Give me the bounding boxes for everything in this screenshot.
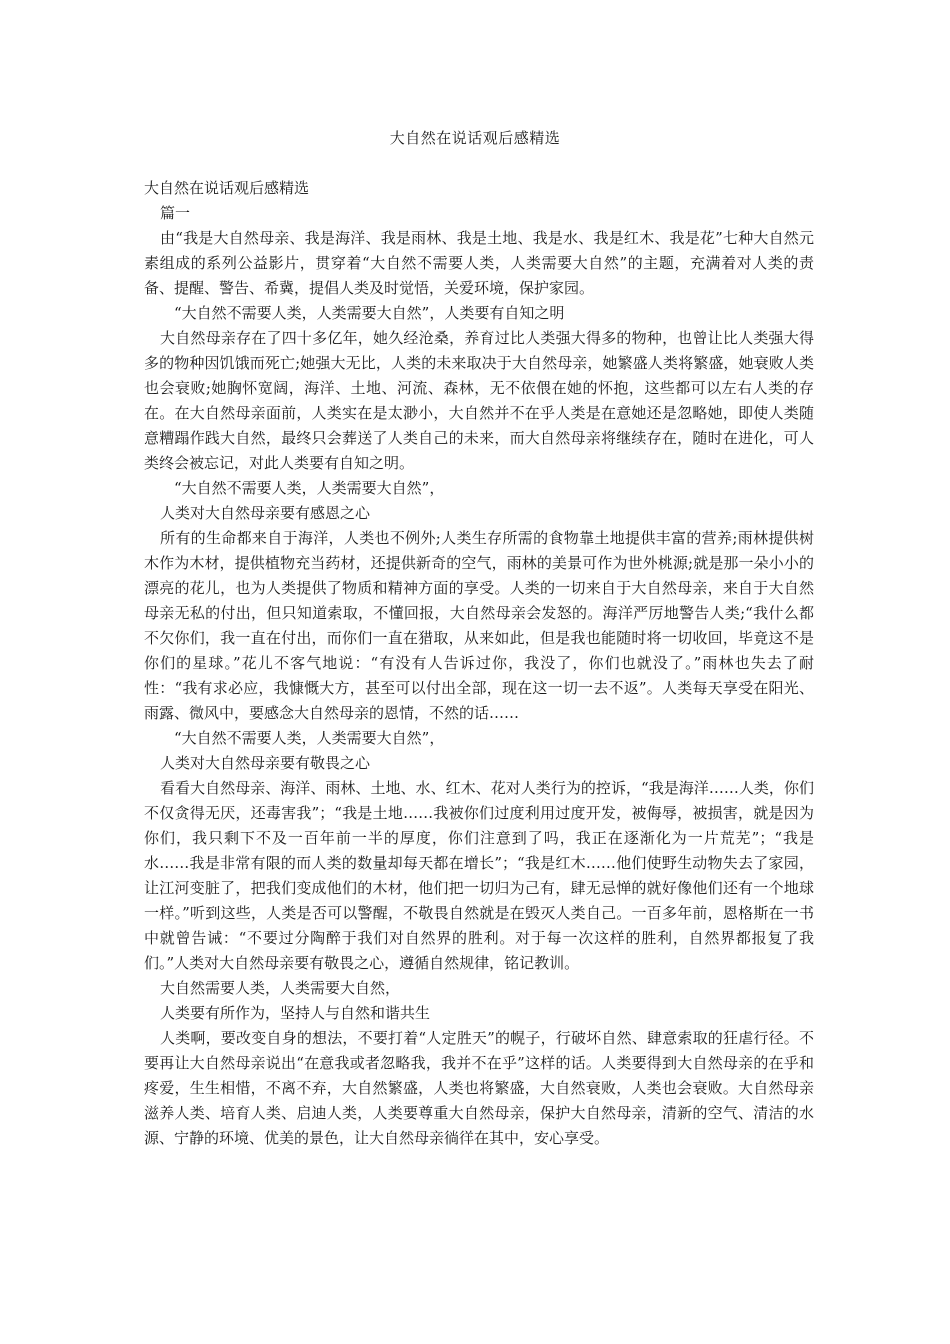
section-heading: 人类要有所作为，坚持人与自然和谐共生 bbox=[160, 1004, 431, 1022]
quote-heading: “大自然不需要人类，人类需要大自然”， bbox=[174, 729, 445, 747]
section-heading: 篇一 bbox=[160, 204, 191, 222]
section-heading: 大自然需要人类，人类需要大自然， bbox=[160, 979, 401, 997]
document-title: 大自然在说话观后感精选 bbox=[389, 129, 561, 147]
document-subtitle: 大自然在说话观后感精选 bbox=[144, 179, 310, 197]
body-paragraph: 人类啊，要改变自身的想法，不要打着“人定胜天”的幌子，行破坏自然、肆意索取的狂虐行径。不要再让大自然母亲说出“在意我或者忽略我，我并不在乎”这样的话。人类要得到大自然母亲的在乎和疼爱，生生相惜，不离不弃，大自然繁盛，人类也将繁盛，大自然衰败，人类也会衰败。大自然母亲滋养人类、培育人类、启迪人类，人类要尊重大自然母亲，保护大自然母亲，清新的空气、清洁的水源、宁静的环境、优美的景色，让大自然母亲徜徉在其中，安心享受。 bbox=[144, 1029, 814, 1147]
document-body bbox=[144, 176, 814, 1151]
body-paragraph: 大自然母亲存在了四十多亿年，她久经沧桑，养育过比人类强大得多的物种，也曾让比人类强大得多的物种因饥饿而死亡;她强大无比，人类的未来取决于大自然母亲，她繁盛人类将繁盛，她衰败人类也会衰败;她胸怀宽阔，海洋、土地、河流、森林，无不依偎在她的怀抱，这些都可以左右人类的存在。在大自然母亲面前，人类实在是太渺小，大自然并不在乎人类是在意她还是忽略她，即使人类随意糟蹋作践大自然，最终只会葬送了人类自己的未来，而大自然母亲将继续存在，随时在进化，可人类终会被忘记，对此人类要有自知之明。 bbox=[144, 329, 814, 472]
section-heading: 人类对大自然母亲要有敬畏之心 bbox=[160, 754, 371, 772]
body-paragraph: 看看大自然母亲、海洋、雨林、土地、水、红木、花对人类行为的控诉，“我是海洋……人类，你们不仅贪得无厌，还毒害我”；“我是土地……我被你们过度利用过度开发，被侮辱，被损害，就是因为你们，我只剩下不及一百年前一半的厚度，你们注意到了吗，我正在逐渐化为一片荒芜”；“我是水……我是非常有限的而人类的数量却每天都在增长”；“我是红木……他们使野生动物失去了家园，让江河变脏了，把我们变成他们的木材，他们把一切归为己有，肆无忌惮的就好像他们还有一个地球一样。”听到这些，人类是否可以警醒，不敬畏自然就是在毁灭人类自己。一百多年前，恩格斯在一书中就曾告诫：“不要过分陶醉于我们对自然界的胜利。对于每一次这样的胜利，自然界都报复了我们。”人类对大自然母亲要有敬畏之心，遵循自然规律，铭记教训。 bbox=[144, 779, 814, 972]
section-heading: 人类对大自然母亲要有感恩之心 bbox=[160, 504, 371, 522]
quote-heading: “大自然不需要人类，人类需要大自然”，人类要有自知之明 bbox=[174, 304, 565, 322]
quote-heading: “大自然不需要人类，人类需要大自然”， bbox=[174, 479, 445, 497]
body-paragraph: 由“我是大自然母亲、我是海洋、我是雨林、我是土地、我是水、我是红木、我是花”七种大自然元素组成的系列公益影片，贯穿着“大自然不需要人类，人类需要大自然”的主题，充满着对人类的责备、提醒、警告、希冀，提倡人类及时觉悟，关爱环境，保护家园。 bbox=[144, 229, 814, 297]
body-paragraph: 所有的生命都来自于海洋，人类也不例外;人类生存所需的食物靠土地提供丰富的营养;雨林提供树木作为木材，提供植物充当药材，还提供新奇的空气，雨林的美景可作为世外桃源;就是那一朵小小的漂亮的花儿，也为人类提供了物质和精神方面的享受。人类的一切来自于大自然母亲，来自于大自然母亲无私的付出，但只知道索取，不懂回报，大自然母亲会发怒的。海洋严厉地警告人类;“我什么都不欠你们，我一直在付出，而你们一直在猎取，从来如此，但是我也能随时将一切收回，毕竟这不是你们的星球。”花儿不客气地说：“有没有人告诉过你，我没了，你们也就没了。”雨林也失去了耐性：“我有求必应，我慷慨大方，甚至可以付出全部，现在这一切一去不返”。人类每天享受在阳光、雨露、微风中，要感念大自然母亲的恩情，不然的话…… bbox=[144, 529, 814, 722]
